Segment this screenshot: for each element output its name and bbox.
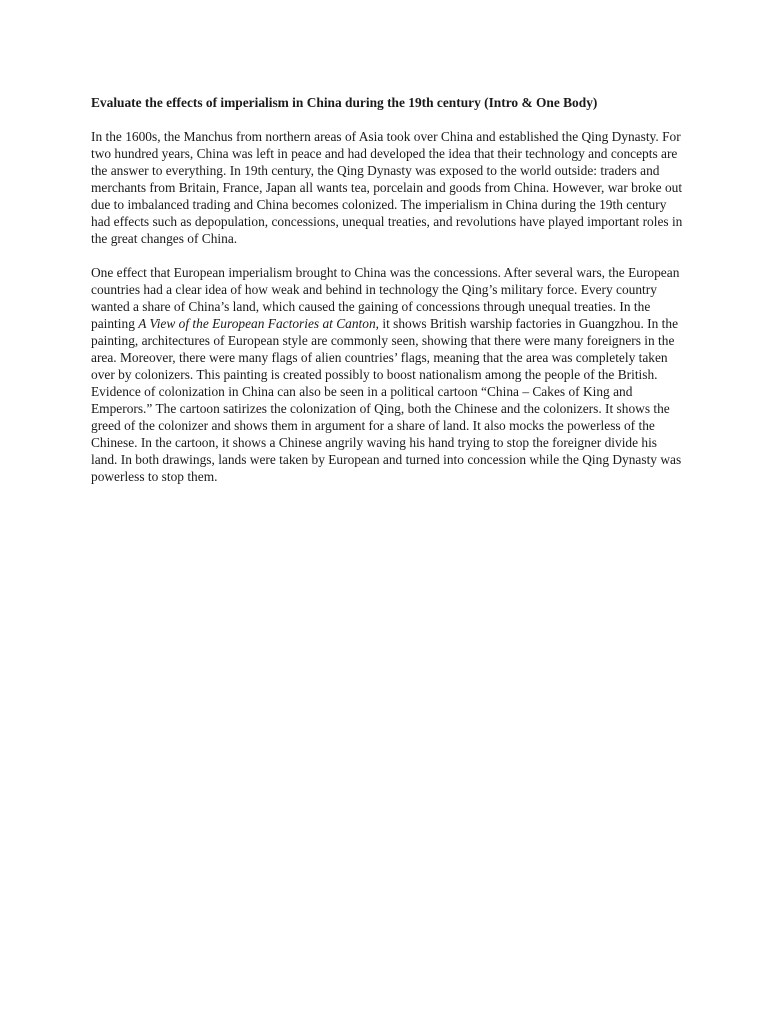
document-content xyxy=(91,94,683,502)
intro-paragraph: In the 1600s, the Manchus from northern areas of Asia took over China and established the Qing Dynasty. For two hundred years, China was left in peace and had developed the idea that their technology and concepts are the answer to everything. In 19th century, the Qing Dynasty was exposed to the world outside: traders and merchants from Britain, France, Japan all wants tea, porcelain and goods from China. However, war broke out due to imbalanced trading and China becomes colonized. The imperialism in China during the 19th century had effects such as depopulation, concessions, unequal treaties, and revolutions have played important roles in the great changes of China. xyxy=(91,129,683,246)
body-text-part-2: , it shows British warship factories in Guangzhou. In the painting, architectures of European style are commonly seen, showing that there were many foreigners in the area. Moreover, there were many flags of alien countries’ flags, meaning that the area was completely taken over by colonizers. This painting is created possibly to boost nationalism among the people of the British. Evidence of colonization in China can also be seen in a political cartoon “China – Cakes of King and Emperors.” The cartoon satirizes the colonization of Qing, both the Chinese and the colonizers. It shows the greed of the colonizer and shows them in argument for a share of land. It also mocks the powerless of the Chinese. In the cartoon, it shows a Chinese angrily waving his hand trying to stop the foreigner divide his land. In both drawings, lands were taken by European and turned into concession while the Qing Dynasty was powerless to stop them. xyxy=(91,316,682,484)
body-paragraph xyxy=(91,264,683,485)
body-text-part-1: One effect that European imperialism brought to China was the concessions. After several wars, the European countries had a clear idea of how weak and behind in technology the Qing’s military force. Every country wanted a share of China’s land, which caused the gaining of concessions through unequal treaties. In the painting xyxy=(91,265,680,331)
essay-title: Evaluate the effects of imperialism in China during the 19th century (Intro & One Body) xyxy=(91,95,598,110)
painting-title: A View of the European Factories at Canton xyxy=(138,316,376,331)
